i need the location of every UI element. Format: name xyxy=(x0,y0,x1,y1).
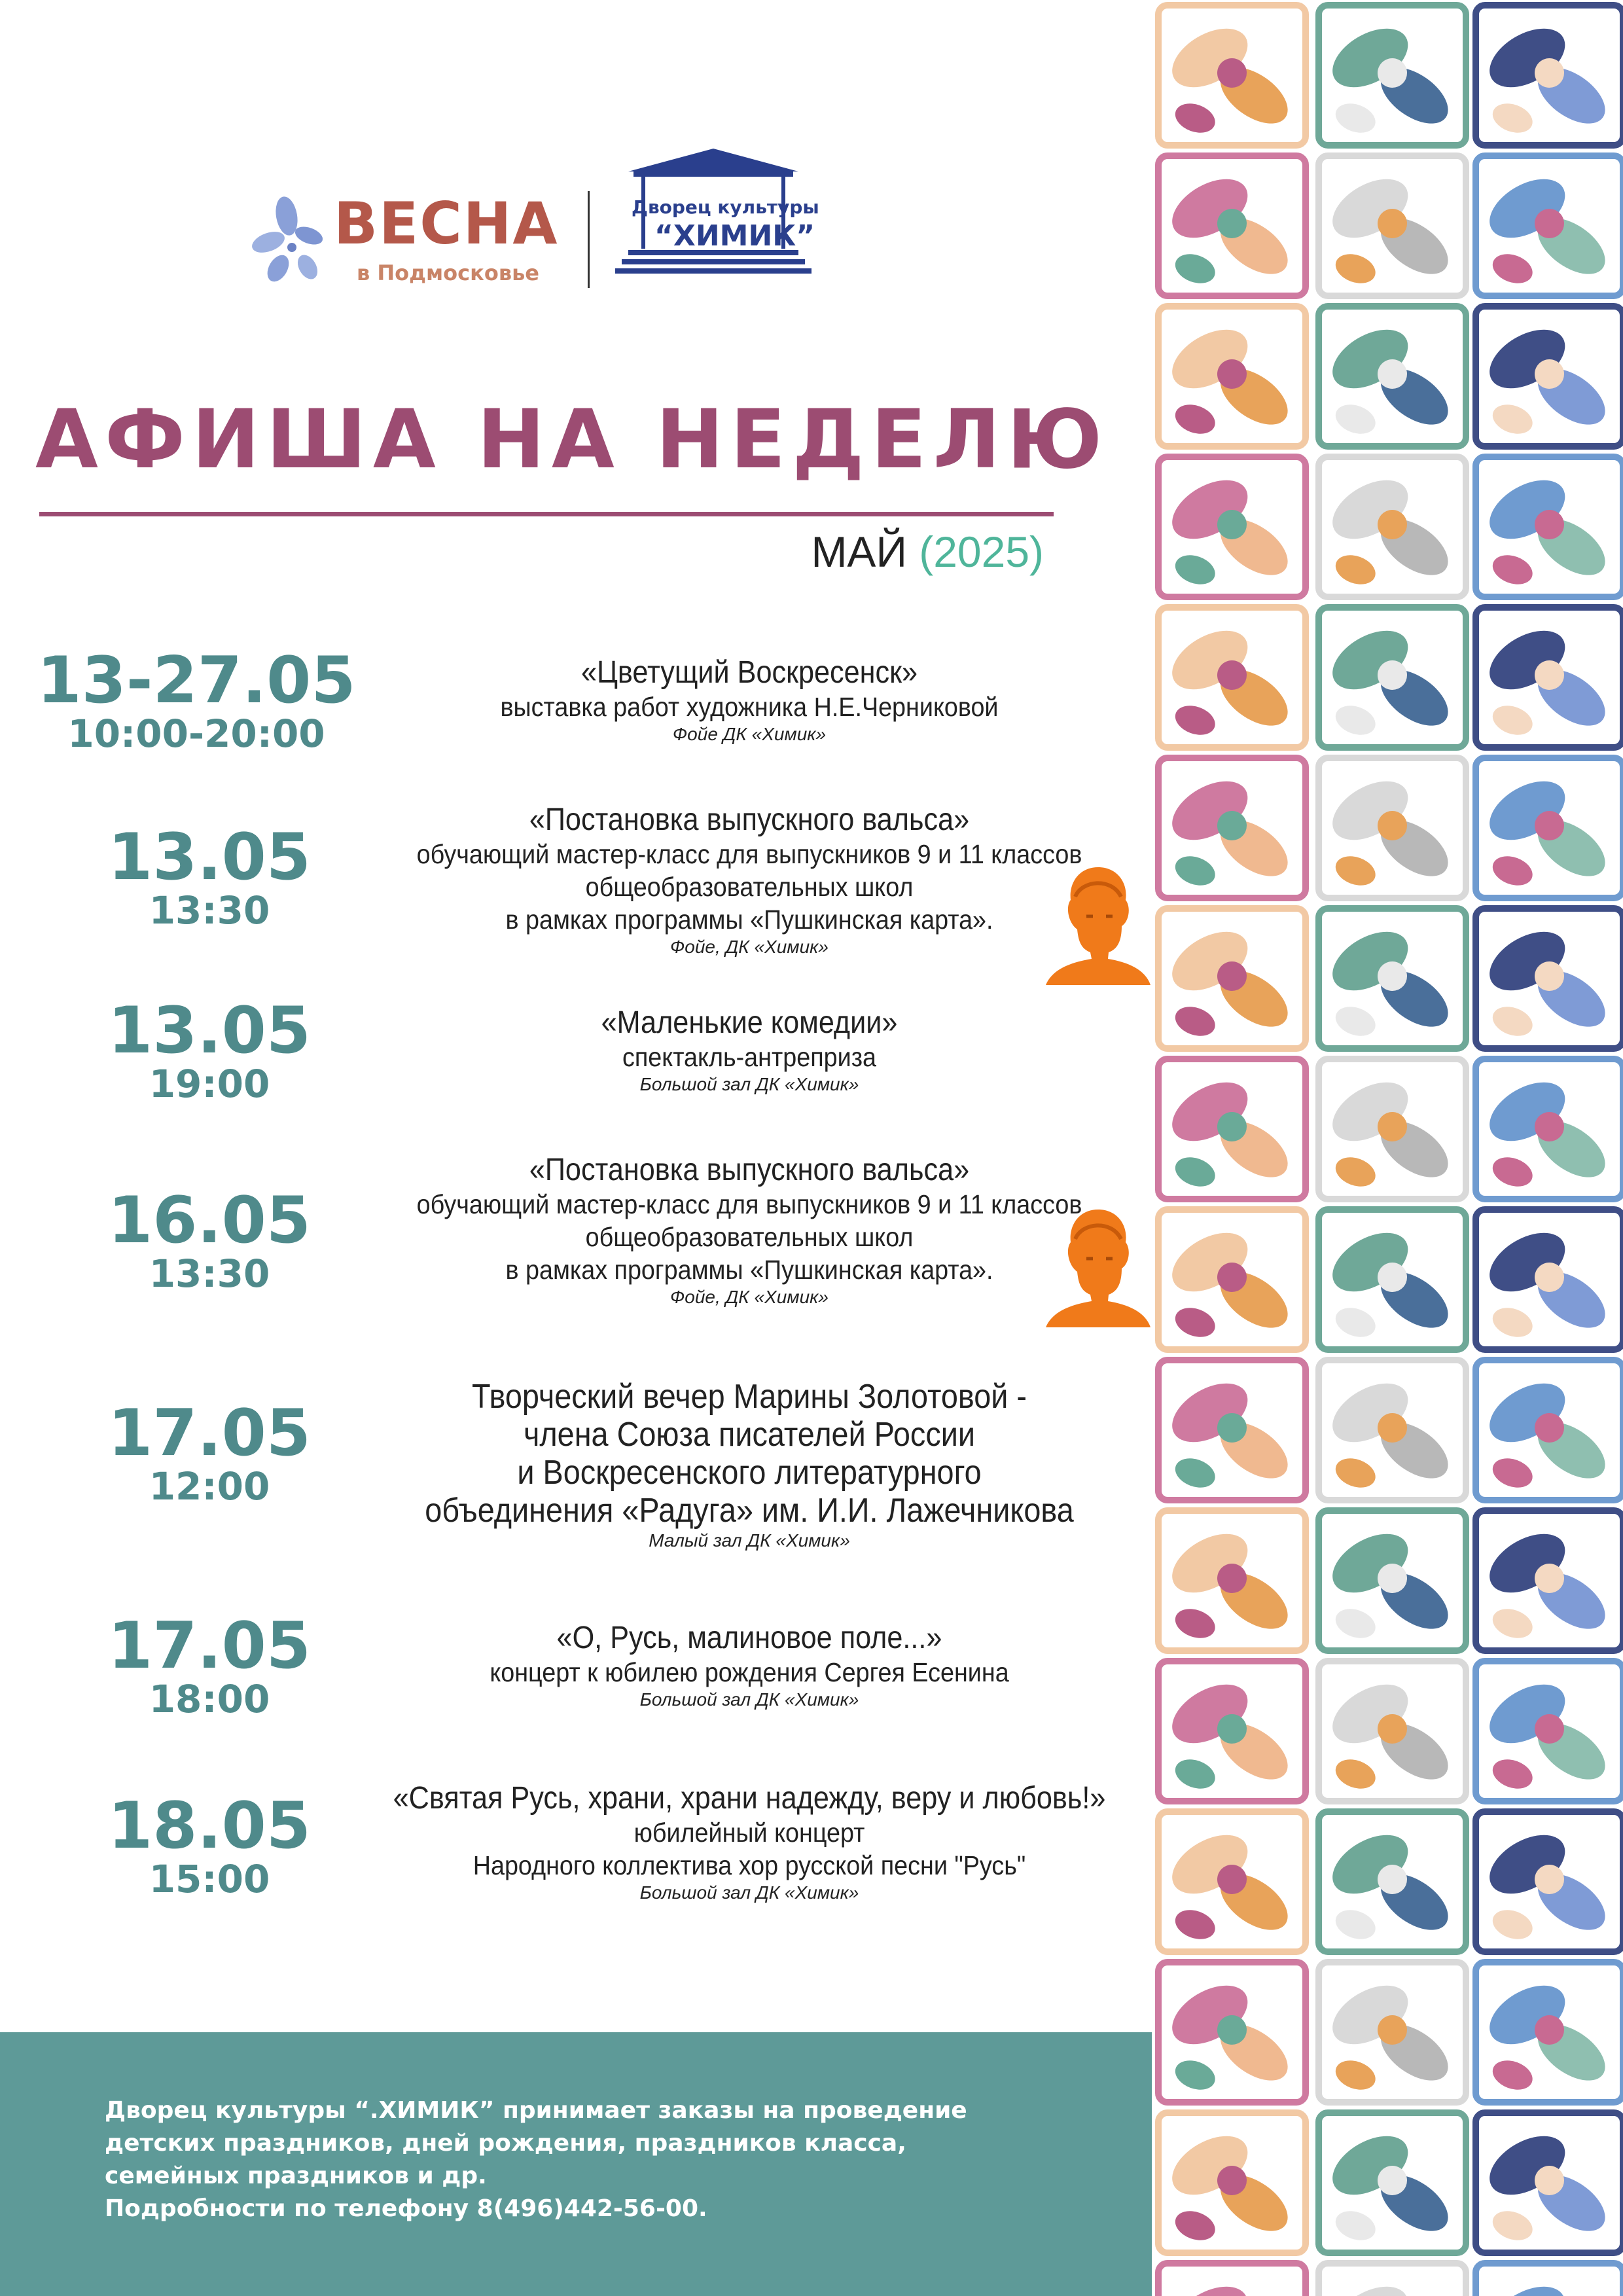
event-time: 13:30 xyxy=(149,1251,270,1296)
footer-text xyxy=(105,2094,1126,2225)
mosaic-tile xyxy=(1319,1360,1466,1500)
mosaic-tile xyxy=(1476,1360,1623,1500)
vesna-subtitle: в Подмосковье xyxy=(357,260,539,285)
vesna-logo xyxy=(249,190,559,295)
mosaic-tile xyxy=(1319,1059,1466,1199)
mosaic-tile xyxy=(1476,607,1623,747)
event-title-line: объединения «Радуга» им. И.И. Лажечникова xyxy=(425,1492,1074,1530)
event-info xyxy=(353,1005,1145,1096)
mosaic-tile xyxy=(1158,2113,1306,2253)
mosaic-tile xyxy=(1319,1962,1466,2102)
event-date: 16.05 xyxy=(108,1183,311,1258)
event-title: «О, Русь, малиновое поле...» xyxy=(556,1621,942,1655)
event-description: общеобразовательных школ xyxy=(585,1222,914,1252)
event-date: 13.05 xyxy=(108,994,311,1068)
logo-divider xyxy=(588,191,590,288)
mosaic-tile xyxy=(1158,1812,1306,1952)
mosaic-tile xyxy=(1319,908,1466,1049)
mosaic-tile xyxy=(1158,908,1306,1049)
mosaic-tile xyxy=(1158,758,1306,898)
event-description: общеобразовательных школ xyxy=(585,872,914,902)
mosaic-tile xyxy=(1158,306,1306,446)
event-date-block xyxy=(39,1183,380,1296)
event-title-line: члена Союза писателей России xyxy=(523,1416,976,1454)
footer-line: Дворец культуры “.ХИМИК” принимает заказы на проведение xyxy=(105,2097,967,2124)
mosaic-tile xyxy=(1476,1511,1623,1651)
mosaic-tile xyxy=(1476,758,1623,898)
footer-line: семейных праздников и др. xyxy=(105,2162,487,2189)
event-info xyxy=(353,1378,1145,1552)
event-description: обучающий мастер-класс для выпускников 9 и 11 классов xyxy=(416,1189,1082,1219)
event-date: 13-27.05 xyxy=(37,643,356,718)
event-date-block xyxy=(39,1789,380,1901)
page-title: АФИША НА НЕДЕЛЮ xyxy=(35,393,1109,487)
event-date-block xyxy=(39,1396,380,1509)
event-time: 10:00-20:00 xyxy=(67,711,325,756)
event-title: «Цветущий Воскресенск» xyxy=(580,655,918,690)
event-date-block xyxy=(39,994,380,1106)
mosaic-tile xyxy=(1476,2113,1623,2253)
mosaic-tile xyxy=(1476,1812,1623,1952)
month-line xyxy=(811,527,1044,577)
mosaic-tile xyxy=(1319,1812,1466,1952)
event-title-line: Творческий вечер Марины Золотовой - xyxy=(471,1378,1027,1416)
event-time: 13:30 xyxy=(149,888,270,933)
event-description: в рамках программы «Пушкинская карта». xyxy=(505,1255,993,1285)
mosaic-tile xyxy=(1476,1962,1623,2102)
mosaic-tile xyxy=(1476,156,1623,296)
mosaic-tile xyxy=(1158,1962,1306,2102)
mosaic-tile xyxy=(1158,5,1306,145)
event-title: «Маленькие комедии» xyxy=(601,1005,898,1040)
event-venue: Фойе, ДК «Химик» xyxy=(670,1287,829,1307)
mosaic-tile xyxy=(1158,2263,1306,2296)
mosaic-tile xyxy=(1319,2113,1466,2253)
event-venue: Фойе ДК «Химик» xyxy=(672,724,827,744)
mosaic-tile xyxy=(1158,1059,1306,1199)
mosaic-tile xyxy=(1319,1661,1466,1801)
event-info xyxy=(353,655,1145,745)
mosaic-tile xyxy=(1476,306,1623,446)
vesna-title: ВЕСНА xyxy=(334,190,559,257)
mosaic-tile xyxy=(1158,156,1306,296)
event-venue: Фойе, ДК «Химик» xyxy=(670,937,829,957)
event-date-block xyxy=(39,820,380,933)
mosaic-tile xyxy=(1319,457,1466,597)
mosaic-tile xyxy=(1319,758,1466,898)
event-date: 18.05 xyxy=(108,1789,311,1863)
himik-caption: Дворец культуры xyxy=(632,196,819,218)
mosaic-tile xyxy=(1476,5,1623,145)
mosaic-tile xyxy=(1319,1511,1466,1651)
mosaic-tile xyxy=(1319,156,1466,296)
event-time: 12:00 xyxy=(149,1464,270,1509)
event-venue: Большой зал ДК «Химик» xyxy=(639,1074,859,1094)
event-date: 13.05 xyxy=(108,820,311,895)
mosaic-tile xyxy=(1476,908,1623,1049)
mosaic-tile xyxy=(1476,1059,1623,1199)
event-date-block xyxy=(26,643,366,756)
event-description: юбилейный концерт xyxy=(633,1818,865,1848)
event-title-line: и Воскресенского литературного xyxy=(517,1454,982,1492)
event-title: «Постановка выпускного вальса» xyxy=(529,1153,970,1187)
mosaic-tile xyxy=(1319,1210,1466,1350)
mosaic-tile xyxy=(1158,1511,1306,1651)
mosaic-tile xyxy=(1158,1210,1306,1350)
mosaic-tile xyxy=(1158,607,1306,747)
event-time: 19:00 xyxy=(149,1062,270,1106)
footer-line: Подробности по телефону 8(496)442-56-00. xyxy=(105,2195,707,2222)
event-info xyxy=(353,1152,1145,1308)
mosaic-tile xyxy=(1319,607,1466,747)
flower-icon xyxy=(249,196,334,288)
event-time: 18:00 xyxy=(149,1677,270,1721)
event-info xyxy=(353,802,1145,958)
mosaic-tile xyxy=(1319,306,1466,446)
event-time: 15:00 xyxy=(149,1857,270,1901)
event-description: Народного коллектива хор русской песни "Русь" xyxy=(473,1850,1026,1880)
year-label: (2025) xyxy=(919,528,1044,576)
event-date-block xyxy=(39,1609,380,1721)
event-info xyxy=(353,1780,1145,1904)
footer-line: детских праздников, дней рождения, праздников класса, xyxy=(105,2130,906,2157)
decorative-mosaic-border xyxy=(1152,0,1623,2296)
mosaic-tile xyxy=(1476,457,1623,597)
mosaic-tile xyxy=(1319,2263,1466,2296)
event-description: спектакль-антреприза xyxy=(622,1042,876,1072)
event-venue: Большой зал ДК «Химик» xyxy=(639,1882,859,1903)
himik-name: “ХИМИК” xyxy=(654,219,815,253)
event-description: обучающий мастер-класс для выпускников 9 и 11 классов xyxy=(416,839,1082,869)
event-date: 17.05 xyxy=(108,1396,311,1471)
event-description: концерт к юбилею рождения Сергея Есенина xyxy=(490,1657,1009,1687)
title-rule xyxy=(39,512,1054,516)
pushkin-card-icon xyxy=(1046,1203,1150,1327)
mosaic-tile xyxy=(1158,1661,1306,1801)
event-title: «Постановка выпускного вальса» xyxy=(529,802,970,837)
mosaic-tile xyxy=(1158,457,1306,597)
event-venue: Большой зал ДК «Химик» xyxy=(639,1689,859,1710)
mosaic-tile xyxy=(1476,1661,1623,1801)
mosaic-tile xyxy=(1476,2263,1623,2296)
mosaic-tile xyxy=(1319,5,1466,145)
event-date: 17.05 xyxy=(108,1609,311,1683)
mosaic-tile xyxy=(1158,1360,1306,1500)
event-description: в рамках программы «Пушкинская карта». xyxy=(505,905,993,935)
event-info xyxy=(353,1620,1145,1711)
event-title: «Святая Русь, храни, храни надежду, веру и любовь!» xyxy=(393,1781,1106,1816)
event-description: выставка работ художника Н.Е.Черниковой xyxy=(500,692,999,722)
event-venue: Малый зал ДК «Химик» xyxy=(649,1530,850,1551)
pushkin-card-icon xyxy=(1046,861,1150,985)
month-label: МАЙ xyxy=(811,528,907,576)
mosaic-tile xyxy=(1476,1210,1623,1350)
